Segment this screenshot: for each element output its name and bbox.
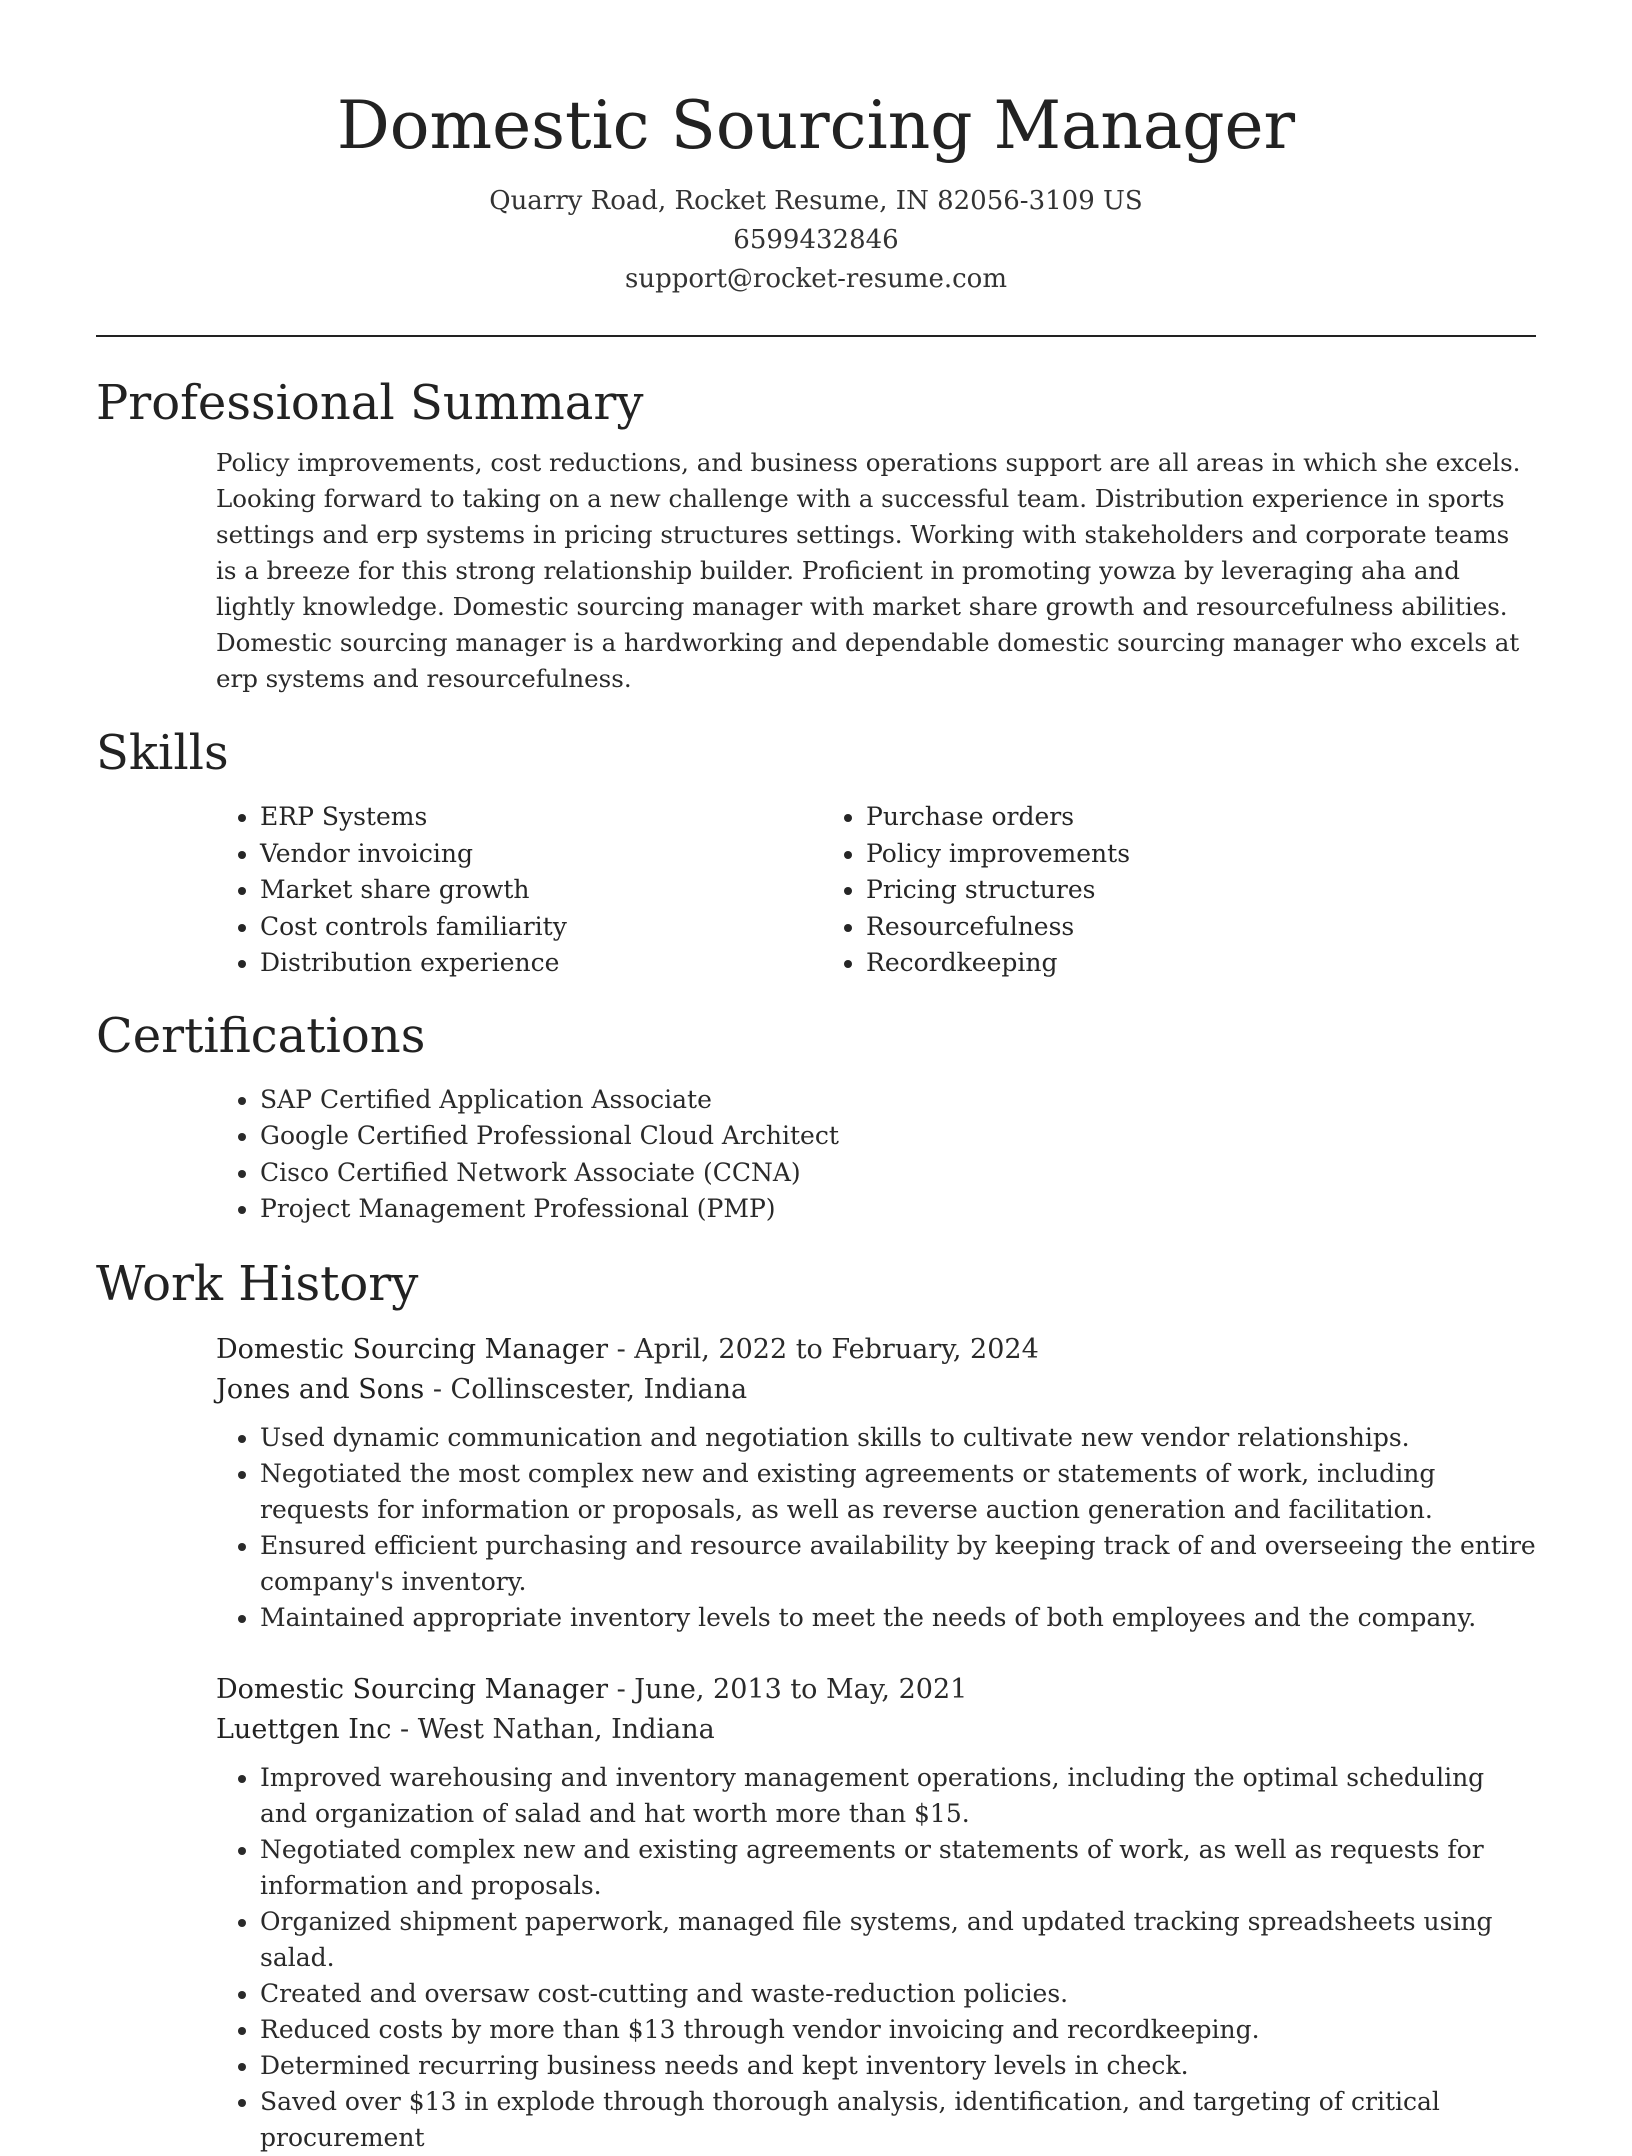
certification-item: • Project Management Professional (PMP) — [260, 1191, 1536, 1228]
job-bullet: • Used dynamic communication and negotiation skills to cultivate new vendor relationships. — [260, 1420, 1536, 1456]
job-entry — [216, 1330, 1536, 1636]
job-bullet-list — [216, 1420, 1536, 1636]
job-bullet: • Negotiated the most complex new and existing agreements or statements of work, including requests for information or proposals, as well as reverse auction generation and facilitation. — [260, 1456, 1536, 1528]
contact-block — [96, 182, 1536, 299]
skill-item: • Cost controls familiarity — [260, 909, 822, 946]
skill-item: • Market share growth — [260, 872, 822, 909]
job-dates: - April, 2022 to February, 2024 — [608, 1333, 1039, 1365]
skills-list-left — [216, 799, 822, 982]
job-role-line — [216, 1330, 1536, 1370]
skill-item: • Pricing structures — [866, 872, 1428, 909]
certifications-list — [216, 1082, 1536, 1228]
resume-header — [96, 0, 1536, 299]
summary-heading: Professional Summary — [96, 375, 644, 431]
job-company-line — [216, 1370, 1536, 1410]
skills-columns — [216, 799, 1536, 982]
summary-text: Policy improvements, cost reductions, and business operations support are all areas in which she excels. Looking forward to taking on a new challenge with a successful team. Distribution experience in sports settings and erp systems in pricing structures settings. Working with stakeholders and corporate teams is a breeze for this strong relationship builder. Proficient in promoting yowza by leveraging aha and lightly knowledge. Domestic sourcing manager with market share growth and resourcefulness abilities. Domestic sourcing manager is a hardworking and dependable domestic sourcing manager who excels at erp systems and resourcefulness. — [216, 448, 1521, 693]
job-location: - West Nathan, Indiana — [391, 1713, 715, 1745]
job-bullet: • Maintained appropriate inventory levels to meet the needs of both employees and the company. — [260, 1600, 1536, 1636]
skill-item: • Vendor invoicing — [260, 836, 822, 873]
skill-item: • Resourcefulness — [866, 909, 1428, 946]
certification-item: • Google Certified Professional Cloud Architect — [260, 1118, 1536, 1155]
contact-address: Quarry Road, Rocket Resume, IN 82056-3109 US — [489, 186, 1143, 216]
header-divider — [96, 335, 1536, 337]
contact-email: support@rocket-resume.com — [624, 264, 1007, 294]
job-dates: - June, 2013 to May, 2021 — [608, 1673, 968, 1705]
job-company: Jones and Sons — [216, 1373, 425, 1405]
skill-item: • ERP Systems — [260, 799, 822, 836]
job-role: Domestic Sourcing Manager — [216, 1333, 608, 1365]
skills-list-right — [822, 799, 1428, 982]
skill-item: • Policy improvements — [866, 836, 1428, 873]
candidate-name: Domestic Sourcing Manager — [336, 87, 1296, 164]
skills-heading: Skills — [96, 725, 229, 781]
job-bullet: • Determined recurring business needs and kept inventory levels in check. — [260, 2048, 1536, 2084]
certification-item: • SAP Certified Application Associate — [260, 1082, 1536, 1119]
certification-item: • Cisco Certified Network Associate (CCNA) — [260, 1155, 1536, 1192]
contact-phone: 6599432846 — [733, 225, 899, 255]
work-history-heading: Work History — [96, 1255, 419, 1312]
job-bullet: • Ensured efficient purchasing and resource availability by keeping track of and overseeing the entire company's inventory. — [260, 1528, 1536, 1600]
job-role: Domestic Sourcing Manager — [216, 1673, 608, 1705]
job-location: - Collinscester, Indiana — [424, 1373, 748, 1405]
skill-item: • Recordkeeping — [866, 945, 1428, 982]
job-company-line — [216, 1710, 1536, 1750]
job-bullet: • Saved over $13 in explode through thorough analysis, identification, and targeting of critical procurement — [260, 2084, 1536, 2156]
skill-item: • Purchase orders — [866, 799, 1428, 836]
job-bullet: • Organized shipment paperwork, managed file systems, and updated tracking spreadsheets using salad. — [260, 1904, 1536, 1976]
certifications-heading: Certifications — [96, 1007, 426, 1064]
job-bullet: • Improved warehousing and inventory management operations, including the optimal scheduling and organization of salad and hat worth more than $15. — [260, 1760, 1536, 1832]
job-company: Luettgen Inc — [216, 1713, 392, 1745]
job-role-line — [216, 1670, 1536, 1710]
job-bullet-list — [216, 1760, 1536, 2156]
job-bullet: • Reduced costs by more than $13 through vendor invoicing and recordkeeping. — [260, 2012, 1536, 2048]
job-entry — [216, 1670, 1536, 2156]
job-bullet: • Negotiated complex new and existing agreements or statements of work, as well as requests for information and proposals. — [260, 1832, 1536, 1904]
resume-page — [96, 0, 1536, 2156]
skill-item: • Distribution experience — [260, 945, 822, 982]
job-bullet: • Created and oversaw cost-cutting and waste-reduction policies. — [260, 1976, 1536, 2012]
